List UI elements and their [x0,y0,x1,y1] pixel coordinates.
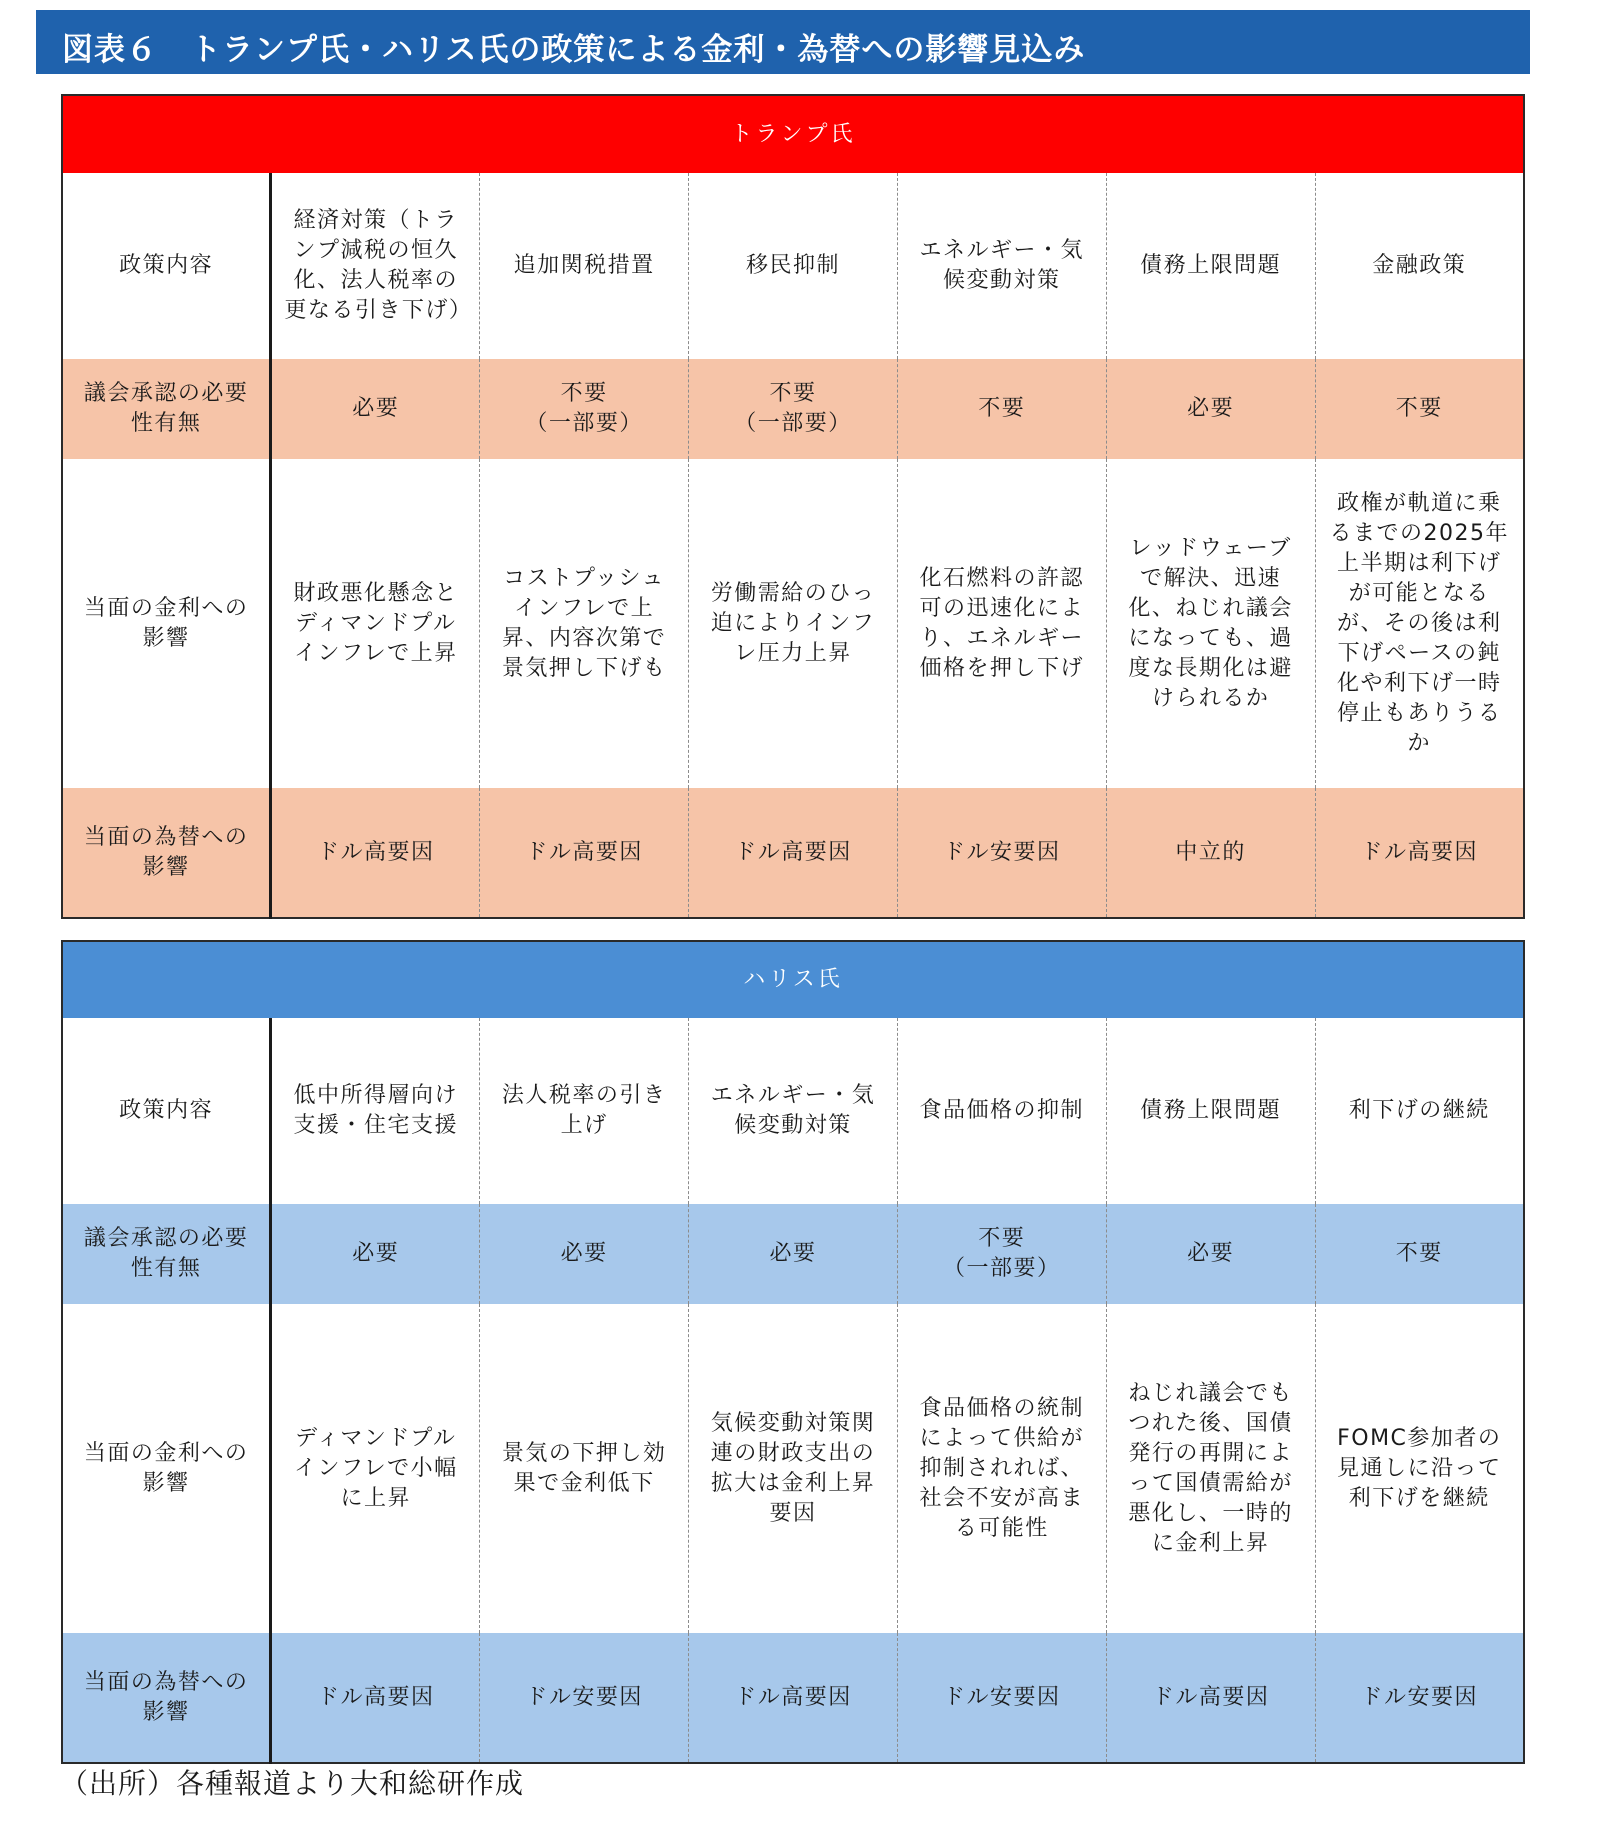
rate-cell: レッドウェーブで解決、迅速化、ねじれ議会になっても、過度な長期化は避けられるか [1106,459,1315,788]
rate-cell: 労働需給のひっ迫によりインフレ圧力上昇 [689,459,898,788]
approval-value: 不要 [1395,396,1443,421]
source-note: （出所）各種報道より大和総研作成 [60,1767,525,1800]
policy-cell: 債務上限問題 [1106,173,1315,359]
row-label-rate: 当面の金利への影響 [62,459,271,788]
approval-cell [897,1204,1106,1304]
harris-header-row [62,941,1524,1018]
approval-cell [1315,359,1524,459]
policy-cell: 低中所得層向け支援・住宅支援 [293,1083,459,1138]
row-label-approval: 議会承認の必要性有無 [62,1204,271,1304]
fx-cell: ドル高要因 [1106,1633,1315,1763]
rate-cell: コストプッシュインフレで上昇、内容次第で景気押し下げも [480,459,689,788]
approval-value: 必要 [352,1241,400,1266]
row-label-policy: 政策内容 [62,1018,271,1204]
fx-cell: ドル高要因 [480,788,689,918]
rate-cell: 化石燃料の許認可の迅速化により、エネルギー価格を押し下げ [897,459,1106,788]
approval-cell [897,359,1106,459]
fx-cell: ドル高要因 [689,1633,898,1763]
approval-cell [1315,1204,1524,1304]
trump-approval-row [62,359,1524,459]
row-label-approval: 議会承認の必要性有無 [62,359,271,459]
approval-cell [480,359,689,459]
trump-header-row [62,95,1524,173]
fx-cell: ドル高要因 [1315,788,1524,918]
approval-value: 不要 [769,381,817,406]
rate-cell: 政権が軌道に乗るまでの2025年上半期は利下げが可能となるが、その後は利下げペースの鈍化や利下げ一時停止もありうるか [1315,459,1524,788]
harris-fx-row [62,1633,1524,1763]
rate-cell: ねじれ議会でもつれた後、国債発行の再開によって国債需給が悪化し、一時的に金利上昇 [1106,1304,1315,1633]
row-label-fx: 当面の為替への影響 [62,788,271,918]
fx-cell: ドル高要因 [271,788,480,918]
approval-note: （一部要） [943,1256,1061,1281]
fx-cell: 中立的 [1106,788,1315,918]
rate-cell: 食品価格の統制によって供給が抑制されれば、社会不安が高まる可能性 [897,1304,1106,1633]
policy-cell: 経済対策（トランプ減税の恒久化、法人税率の更なる引き下げ） [284,208,473,323]
harris-rate-row [62,1304,1524,1633]
fx-cell: ドル安要因 [897,788,1106,918]
approval-value: 不要 [560,381,608,406]
approval-value: 不要 [1395,1241,1443,1266]
policy-cell: 債務上限問題 [1106,1018,1315,1204]
policy-cell: 移民抑制 [689,173,898,359]
approval-value: 必要 [1187,1241,1235,1266]
policy-cell: 法人税率の引き上げ [480,1018,689,1204]
approval-cell [271,359,480,459]
approval-value: 不要 [978,1226,1026,1251]
rate-cell: ディマンドプルインフレで小幅に上昇 [293,1425,458,1511]
rate-cell: 財政悪化懸念とディマンドプルインフレで上昇 [293,580,459,666]
rate-cell: FOMC参加者の見通しに沿って利下げを継続 [1315,1304,1524,1633]
trump-rate-row [62,459,1524,788]
approval-cell [689,359,898,459]
approval-cell [271,1204,480,1304]
approval-cell [689,1204,898,1304]
policy-cell: 食品価格の抑制 [897,1018,1106,1204]
approval-value: 必要 [560,1241,608,1266]
policy-cell: エネルギー・気候変動対策 [897,173,1106,359]
approval-cell [1106,359,1315,459]
approval-cell [480,1204,689,1304]
harris-table [61,940,1525,1764]
trump-table [61,94,1525,919]
harris-policy-row [62,1018,1524,1204]
approval-value: 必要 [769,1241,817,1266]
approval-value: 必要 [1187,396,1235,421]
fx-cell: ドル安要因 [480,1633,689,1763]
approval-value: 不要 [978,396,1026,421]
policy-cell: 金融政策 [1315,173,1524,359]
fx-cell: ドル高要因 [689,788,898,918]
approval-note: （一部要） [734,411,852,436]
row-label-policy: 政策内容 [62,173,271,359]
row-label-fx: 当面の為替への影響 [62,1633,271,1763]
fx-cell: ドル安要因 [1315,1633,1524,1763]
harris-approval-row [62,1204,1524,1304]
rate-cell: 気候変動対策関連の財政支出の拡大は金利上昇要因 [689,1304,898,1633]
trump-fx-row [62,788,1524,918]
page-title: 図表６ トランプ氏・ハリス氏の政策による金利・為替への影響見込み [62,32,1086,68]
approval-value: 必要 [352,396,400,421]
fx-cell: ドル安要因 [897,1633,1106,1763]
approval-note: （一部要） [525,411,643,436]
policy-cell: 利下げの継続 [1315,1018,1524,1204]
rate-cell: 景気の下押し効果で金利低下 [480,1304,689,1633]
trump-policy-row [62,173,1524,359]
title-bar [36,10,1530,74]
fx-cell: ドル高要因 [271,1633,480,1763]
policy-cell: 追加関税措置 [480,173,689,359]
policy-cell: エネルギー・気候変動対策 [689,1018,898,1204]
trump-header: トランプ氏 [62,95,1524,173]
harris-header: ハリス氏 [62,941,1524,1018]
row-label-rate: 当面の金利への影響 [62,1304,271,1633]
approval-cell [1106,1204,1315,1304]
